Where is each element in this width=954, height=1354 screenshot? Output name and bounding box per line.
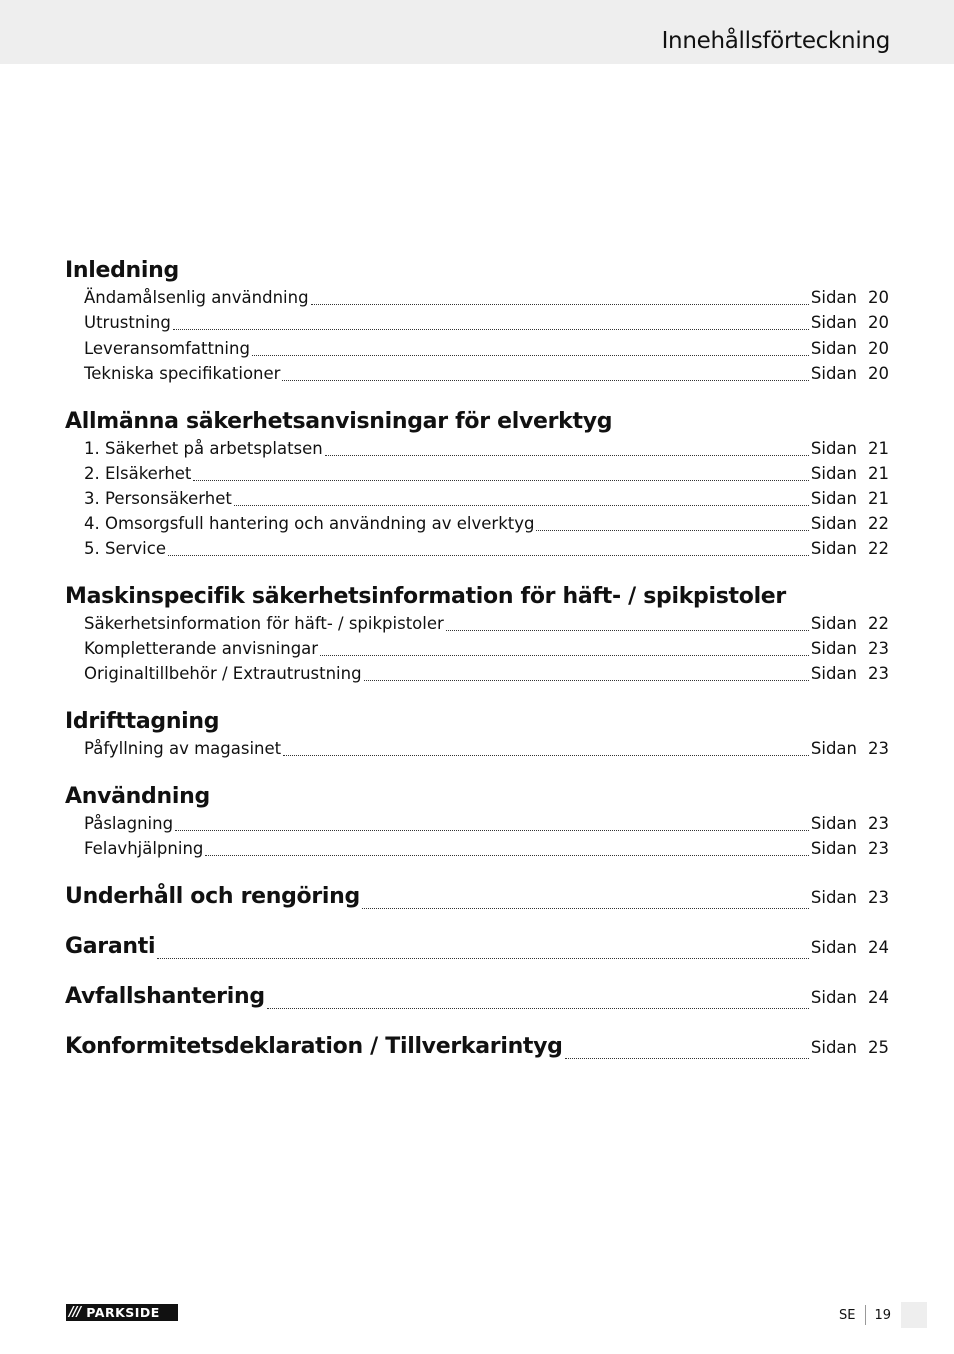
- toc-entry-label: Felavhjälpning: [84, 839, 204, 858]
- page-title: Innehållsförteckning: [661, 28, 890, 54]
- toc-entry[interactable]: [84, 739, 889, 761]
- toc-main-entry[interactable]: [65, 984, 889, 1014]
- toc-entry-page: Sidan 23: [810, 839, 889, 858]
- toc-entry-label: Tekniska specifikationer: [84, 364, 281, 383]
- dot-leader: [157, 958, 809, 959]
- toc-entry[interactable]: [84, 814, 889, 836]
- footer-divider: [865, 1305, 866, 1325]
- toc-entry-page: Sidan 23: [810, 639, 889, 658]
- dot-leader: [325, 455, 809, 456]
- toc-entry-page: Sidan 20: [810, 313, 889, 332]
- footer-tab-box: [901, 1302, 927, 1328]
- dot-leader: [205, 855, 809, 856]
- toc-entry-page: Sidan 23: [810, 814, 889, 833]
- toc-entry-label: Leveransomfattning: [84, 339, 250, 358]
- toc-entry-page: Sidan 23: [810, 739, 889, 758]
- toc-entry[interactable]: [84, 439, 889, 461]
- toc-entry-page: Sidan 20: [810, 288, 889, 307]
- section-heading: Användning: [65, 784, 210, 809]
- dot-leader: [193, 480, 808, 481]
- toc-entry-label: 2. Elsäkerhet: [84, 464, 192, 483]
- dot-leader: [283, 755, 809, 756]
- section-heading: Maskinspecifik säkerhetsinformation för häft- / spikpistoler: [65, 584, 786, 609]
- toc-entry-page: Sidan 22: [810, 514, 889, 533]
- toc-entry-page: Sidan 22: [810, 614, 889, 633]
- dot-leader: [175, 830, 809, 831]
- toc-entry[interactable]: [84, 339, 889, 361]
- toc-entry-page: Sidan 20: [810, 364, 889, 383]
- toc-entry-page: Sidan 23: [810, 664, 889, 683]
- toc-entry[interactable]: [84, 489, 889, 511]
- dot-leader: [446, 630, 809, 631]
- toc-entry[interactable]: [84, 539, 889, 561]
- toc-entry[interactable]: [84, 313, 889, 335]
- toc-entry-page: Sidan 23: [810, 888, 889, 907]
- toc-entry[interactable]: [84, 664, 889, 686]
- toc-entry[interactable]: [84, 639, 889, 661]
- dot-leader: [536, 530, 808, 531]
- toc-entry-page: Sidan 24: [810, 938, 889, 957]
- toc-entry-page: Sidan 21: [810, 464, 889, 483]
- toc-entry-label: Avfallshantering: [65, 984, 265, 1009]
- toc-entry-label: Ändamålsenlig användning: [84, 288, 309, 307]
- section-heading: Allmänna säkerhetsanvisningar för elverktyg: [65, 409, 613, 434]
- dot-leader: [168, 555, 809, 556]
- page-number: 19: [874, 1307, 891, 1323]
- toc-entry-page: Sidan 21: [810, 489, 889, 508]
- dot-leader: [311, 304, 809, 305]
- toc-entry[interactable]: [84, 464, 889, 486]
- toc-entry-label: Utrustning: [84, 313, 171, 332]
- toc-main-entry[interactable]: [65, 1034, 889, 1064]
- toc-entry-label: Underhåll och rengöring: [65, 884, 360, 909]
- dot-leader: [252, 355, 809, 356]
- toc-entry-page: Sidan 22: [810, 539, 889, 558]
- parkside-logo: [66, 1304, 178, 1321]
- toc-entry-page: Sidan 21: [810, 439, 889, 458]
- dot-leader: [364, 680, 809, 681]
- page-footer: [839, 1302, 954, 1328]
- logo-brand-text: PARKSIDE: [86, 1305, 160, 1320]
- section-heading: Idrifttagning: [65, 709, 220, 734]
- toc-entry-label: 3. Personsäkerhet: [84, 489, 232, 508]
- language-code: SE: [838, 1307, 856, 1323]
- toc-entry[interactable]: [84, 839, 889, 861]
- toc-entry-page: Sidan 24: [810, 988, 889, 1007]
- toc-entry-label: Påslagning: [84, 814, 174, 833]
- toc-entry-label: Kompletterande anvisningar: [84, 639, 319, 658]
- dot-leader: [362, 908, 809, 909]
- toc-entry-page: Sidan 20: [810, 339, 889, 358]
- dot-leader: [320, 655, 809, 656]
- toc-entry-label: Originaltillbehör / Extrautrustning: [84, 664, 362, 683]
- toc-entry-label: Säkerhetsinformation för häft- / spikpistoler: [84, 614, 444, 633]
- dot-leader: [234, 505, 809, 506]
- toc-entry-label: 5. Service: [84, 539, 166, 558]
- dot-leader: [565, 1058, 809, 1059]
- toc-entry[interactable]: [84, 514, 889, 536]
- toc-entry-page: Sidan 25: [810, 1038, 889, 1057]
- section-heading: Inledning: [65, 258, 179, 283]
- dot-leader: [173, 329, 809, 330]
- toc-entry[interactable]: [84, 288, 889, 310]
- toc-entry-label: 1. Säkerhet på arbetsplatsen: [84, 439, 323, 458]
- toc-entry-label: 4. Omsorgsfull hantering och användning av elverktyg: [84, 514, 535, 533]
- toc-entry[interactable]: [84, 364, 889, 386]
- toc-main-entry[interactable]: [65, 934, 889, 964]
- toc-entry-label: Garanti: [65, 934, 156, 959]
- toc-entry-label: Konformitetsdeklaration / Tillverkarintyg: [65, 1034, 563, 1059]
- toc-entry-label: Påfyllning av magasinet: [84, 739, 282, 758]
- toc-main-entry[interactable]: [65, 884, 889, 914]
- toc-entry[interactable]: [84, 614, 889, 636]
- logo-slashes-icon: ///: [69, 1305, 81, 1320]
- dot-leader: [267, 1008, 809, 1009]
- dot-leader: [282, 380, 808, 381]
